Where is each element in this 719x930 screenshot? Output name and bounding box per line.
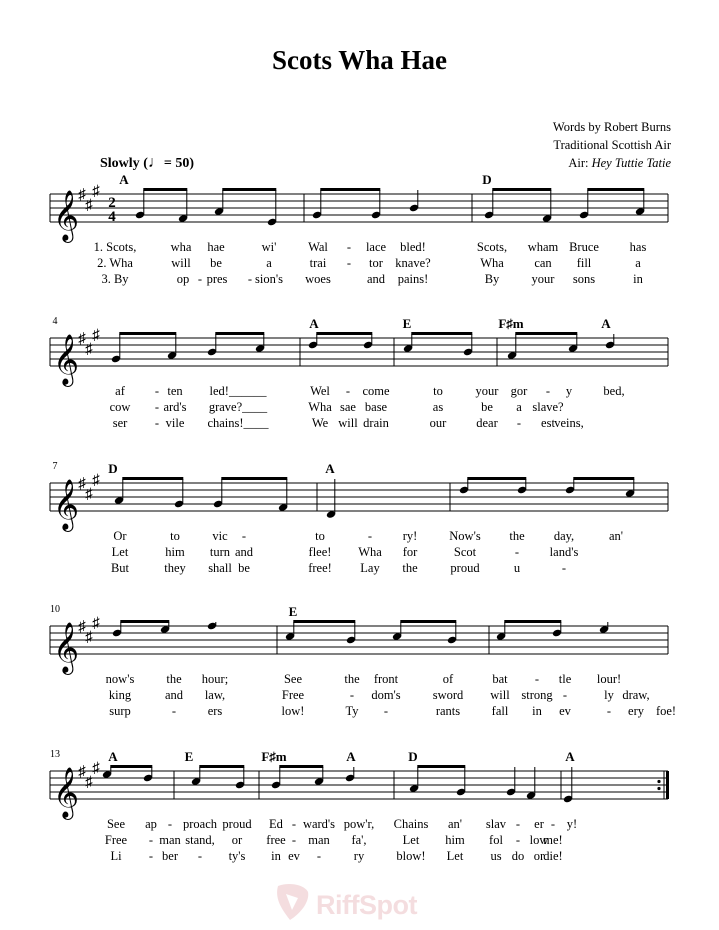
lyric-syllable: vic (212, 529, 228, 543)
lyric-syllable: has (629, 240, 647, 254)
lyric-syllable: Let (402, 833, 420, 847)
chord-symbol: E (402, 316, 412, 331)
lyric-syllable: stand, (185, 833, 215, 847)
lyric-syllable: pains! (397, 272, 429, 286)
lyric-syllable: low (529, 833, 549, 847)
lyric-syllable: and (366, 272, 386, 286)
note-beam (504, 620, 561, 623)
lyric-syllable: him (445, 833, 465, 847)
lyric-syllable: ly (604, 688, 614, 702)
lyric-syllable: an' (608, 529, 624, 543)
lyric-syllable: pres (206, 272, 228, 286)
lyric-syllable: a (635, 256, 641, 270)
tempo-label: Slowly (100, 156, 140, 171)
lyric-syllable: of (442, 672, 454, 686)
lyric-syllable: Chains (393, 817, 429, 831)
tempo-value: = 50) (163, 156, 194, 171)
repeat-dot (657, 780, 660, 783)
lyric-syllable: - (167, 817, 173, 831)
brand-name: RiffSpot (316, 890, 417, 920)
lyric-syllable: in (532, 704, 542, 718)
note-beam (222, 188, 276, 191)
lyric-syllable: Let (446, 849, 464, 863)
composer-credit: Traditional Scottish Air (553, 138, 671, 152)
staff-system (50, 477, 668, 519)
lyric-syllable: drain (363, 416, 389, 430)
lyric-syllable: the (166, 672, 182, 686)
staff-system (50, 332, 668, 366)
lyric-syllable: We (311, 416, 329, 430)
lyric-syllable: - (562, 688, 568, 702)
note-beam (411, 332, 472, 335)
lyric-syllable: led!______ (209, 384, 267, 398)
lyric-syllable: - (197, 849, 203, 863)
lyric-syllable: to (315, 529, 325, 543)
lyric-syllable: be (481, 400, 493, 414)
lyric-syllable: can (534, 256, 552, 270)
lyric-syllable: to (433, 384, 443, 398)
measure-number: 10 (50, 604, 60, 615)
lyric-syllable: ev (559, 704, 571, 718)
lyric-syllable: the (402, 561, 418, 575)
lyric-syllable: will (490, 688, 510, 702)
lyric-syllable: fall (491, 704, 509, 718)
lyric-syllable: - (154, 384, 160, 398)
lyric-syllable: turn (209, 545, 231, 559)
lyric-syllable: gor (510, 384, 528, 398)
lyric-syllable: slave? (532, 400, 564, 414)
lyric-syllable: ty's (228, 849, 246, 863)
note-beam (279, 765, 323, 768)
lyric-syllable: Or (113, 529, 127, 543)
lyric-syllable: ry! (402, 529, 418, 543)
lyric-syllable: proud (450, 561, 480, 575)
treble-clef-icon: 𝄞 (52, 480, 80, 529)
note-beam (515, 332, 577, 335)
lyric-syllable: dear (476, 416, 498, 430)
lyric-syllable: surp (109, 704, 131, 718)
treble-clef-icon: 𝄞 (52, 191, 80, 240)
lyric-syllable: Wha (308, 400, 332, 414)
lyric-syllable: u (513, 561, 521, 575)
lyric-syllable: ap (145, 817, 157, 831)
lyric-syllable: draw, (622, 688, 650, 702)
tempo-open-paren: ( (143, 156, 148, 171)
sharp-icon: ♯ (92, 327, 100, 344)
lyric-syllable: Free (281, 688, 305, 702)
lyric-syllable: - (346, 256, 352, 270)
lyric-syllable: sons (572, 272, 596, 286)
sharp-icon: ♯ (85, 774, 93, 791)
lyric-syllable: ber (162, 849, 178, 863)
lyric-syllable: Ed (269, 817, 283, 831)
lyric-syllable: ser (112, 416, 128, 430)
repeat-dot (657, 787, 660, 790)
lyric-syllable: cow (109, 400, 131, 414)
note-beam (400, 620, 456, 623)
lyric-syllable: Wal (308, 240, 328, 254)
lyric-syllable: man (308, 833, 330, 847)
measure-number: 13 (50, 749, 60, 760)
lyric-syllable: tle (558, 672, 572, 686)
lyric-syllable: your (475, 384, 499, 398)
lyric-syllable: - (345, 384, 351, 398)
lyric-syllable: lour! (596, 672, 622, 686)
lyric-syllable: 3. By (101, 272, 129, 286)
lyric-syllable: sae (340, 400, 356, 414)
lyric-syllable: Wha (480, 256, 504, 270)
chord-symbol: A (309, 316, 319, 331)
lyric-syllable: - (291, 833, 297, 847)
lyric-syllable: will (171, 256, 191, 270)
note-beam (122, 477, 183, 480)
lyric-syllable: woes (305, 272, 331, 286)
lyric-syllable: blow! (396, 849, 426, 863)
lyric-syllable: bed, (603, 384, 625, 398)
lyric-syllable: ward's (302, 817, 336, 831)
lyric-syllable: the (344, 672, 360, 686)
lyric-syllable: proud (222, 817, 252, 831)
lyric-syllable: Ty (345, 704, 359, 718)
lyric-syllable: dom's (371, 688, 401, 702)
chord-symbol: F♯m (261, 749, 287, 764)
lyric-syllable: be (238, 561, 250, 575)
lyric-syllable: and (234, 545, 254, 559)
lyric-syllable: Let (111, 545, 129, 559)
note-beam (573, 477, 634, 480)
chord-symbol: A (346, 749, 356, 764)
lyric-syllable: - (561, 561, 567, 575)
lyric-syllable: est (541, 416, 555, 430)
lyric-syllable: ry (353, 849, 365, 863)
sharp-icon: ♯ (78, 764, 86, 780)
lyric-syllable: man (159, 833, 181, 847)
lyric-syllable: me! (543, 833, 563, 847)
brand-logo (270, 880, 450, 924)
chord-symbol: A (565, 749, 575, 764)
lyric-syllable: - (383, 704, 389, 718)
lyric-syllable: knave? (395, 256, 431, 270)
lyric-syllable: land's (549, 545, 579, 559)
lyric-syllable: come (362, 384, 390, 398)
guitar-pick-icon (270, 880, 314, 924)
chord-symbol: A (601, 316, 611, 331)
lyric-syllable: Lay (360, 561, 380, 575)
lyric-syllable: rants (435, 704, 461, 718)
lyric-syllable: Free (104, 833, 128, 847)
note-beam (221, 477, 287, 480)
sharp-icon: ♯ (78, 331, 86, 347)
note-beam (199, 765, 244, 768)
lyric-syllable: - (197, 272, 203, 286)
chord-symbol: D (482, 172, 492, 187)
lyric-syllable: free! (308, 561, 332, 575)
lyric-syllable: Scot (453, 545, 477, 559)
lyric-syllable: - (154, 416, 160, 430)
lyric-syllable: us (490, 849, 502, 863)
lyric-syllable: Bruce (569, 240, 599, 254)
lyric-syllable: ten (167, 384, 183, 398)
lyric-syllable: proach (182, 817, 218, 831)
lyric-syllable: now's (105, 672, 135, 686)
lyric-syllable: Wha (358, 545, 382, 559)
lyric-syllable: do (511, 849, 525, 863)
lyric-syllable: as (432, 400, 444, 414)
lyric-syllable: to (170, 529, 180, 543)
note-beam (492, 188, 551, 191)
note-beam (417, 765, 465, 768)
sharp-icon: ♯ (85, 341, 93, 358)
lyric-syllable: lace (365, 240, 387, 254)
sharp-icon: ♯ (85, 486, 93, 503)
chord-symbol: D (408, 749, 418, 764)
lyric-syllable: in (271, 849, 281, 863)
lyric-syllable: an' (447, 817, 463, 831)
lyric-syllable: - (148, 849, 154, 863)
lyric-syllable: hae (207, 240, 225, 254)
lyric-syllable: See (106, 817, 126, 831)
lyric-syllable: strong (521, 688, 553, 702)
chord-symbol: A (325, 461, 335, 476)
lyric-syllable: - (247, 272, 253, 286)
final-thick-barline (666, 771, 669, 799)
lyric-syllable: pow'r, (343, 817, 375, 831)
note-beam (215, 332, 264, 335)
lyric-syllable: But (110, 561, 130, 575)
lyric-syllable: will (338, 416, 358, 430)
lyric-syllable: trai (309, 256, 327, 270)
chord-symbol: A (108, 749, 118, 764)
lyric-syllable: be (210, 256, 222, 270)
chord-symbol: E (288, 604, 298, 619)
treble-clef-icon: 𝄞 (52, 623, 80, 672)
lyric-syllable: day, (553, 529, 575, 543)
lyric-syllable: shall (208, 561, 232, 575)
lyric-syllable: - (515, 817, 521, 831)
lyric-syllable: 1. Scots, (93, 240, 137, 254)
time-signature-bottom: 4 (108, 209, 116, 225)
lyric-syllable: - (534, 672, 540, 686)
lyric-syllable: ery (628, 704, 644, 718)
lyric-syllable: free (266, 833, 286, 847)
lyric-syllable: - (367, 529, 373, 543)
lyric-syllable: Now's (449, 529, 481, 543)
lyric-syllable: y! (566, 817, 578, 831)
lyric-syllable: fol (489, 833, 503, 847)
lyric-syllable: fa', (351, 833, 367, 847)
note-beam (120, 620, 169, 623)
lyric-syllable: ard's (163, 400, 187, 414)
lyric-syllable: - (515, 833, 521, 847)
lyric-syllable: Scots, (476, 240, 508, 254)
song-title: Scots Wha Hae (271, 45, 447, 75)
note-beam (316, 332, 372, 335)
lyric-syllable: bled! (400, 240, 426, 254)
lyric-syllable: By (484, 272, 500, 286)
sharp-icon: ♯ (78, 187, 86, 203)
lyric-syllable: - (346, 240, 352, 254)
lyric-syllable: - (514, 545, 520, 559)
lyric-syllable: op (176, 272, 190, 286)
note-beam (587, 188, 644, 191)
sharp-icon: ♯ (85, 629, 93, 646)
lyric-syllable: ers (207, 704, 223, 718)
lyric-syllable: y (565, 384, 573, 398)
lyric-syllable: fill (576, 256, 592, 270)
lyric-syllable: - (171, 704, 177, 718)
lyric-syllable: sword (432, 688, 464, 702)
lyric-syllable: law, (204, 688, 226, 702)
lyric-syllable: front (373, 672, 399, 686)
lyric-syllable: low! (281, 704, 305, 718)
lyric-syllable: sion's (255, 272, 283, 286)
lyric-syllable: for (402, 545, 418, 559)
lyric-syllable: er (534, 817, 544, 831)
lyric-syllable: grave?____ (208, 400, 268, 414)
lyric-syllable: and (164, 688, 184, 702)
lyric-syllable: bat (492, 672, 508, 686)
note-beam (110, 765, 152, 768)
lyric-syllable: him (165, 545, 185, 559)
lyricist-credit: Words by Robert Burns (552, 120, 671, 134)
lyric-syllable: - (516, 416, 522, 430)
lyric-syllable: slav (485, 817, 507, 831)
lyric-syllable: flee! (308, 545, 332, 559)
lyric-syllable: or (533, 849, 545, 863)
time-signature-top: 2 (108, 195, 116, 211)
lyric-syllable: ev (288, 849, 300, 863)
lyric-syllable: Li (110, 849, 122, 863)
lyric-syllable: - (545, 384, 551, 398)
staff-system (50, 765, 669, 803)
lyric-syllable: they (164, 561, 186, 575)
note-beam (143, 188, 187, 191)
lyric-syllable: - (291, 817, 297, 831)
note-beam (320, 188, 380, 191)
lyric-syllable: die! (543, 849, 563, 863)
lyric-syllable: the (509, 529, 525, 543)
lyric-syllable: our (429, 416, 447, 430)
treble-clef-icon: 𝄞 (52, 768, 80, 817)
air-label: Air: (568, 156, 592, 170)
sharp-icon: ♯ (92, 615, 100, 632)
sharp-icon: ♯ (92, 183, 100, 200)
sharp-icon: ♯ (92, 472, 100, 489)
lyric-syllable: - (349, 688, 355, 702)
lyric-syllable: chains!____ (207, 416, 269, 430)
measure-number: 4 (52, 316, 58, 327)
chord-symbol: D (108, 461, 118, 476)
lyric-syllable: vile (165, 416, 185, 430)
lyric-syllable: or (231, 833, 243, 847)
note-beam (119, 332, 176, 335)
lyric-syllable: - (241, 529, 247, 543)
sharp-icon: ♯ (85, 197, 93, 214)
treble-clef-icon: 𝄞 (52, 335, 80, 384)
lyric-syllable: wha (170, 240, 192, 254)
staff-system (50, 188, 668, 226)
lyric-syllable: your (531, 272, 555, 286)
lyric-syllable: in (633, 272, 643, 286)
lyric-syllable: wham (527, 240, 559, 254)
lyric-syllable: king (108, 688, 132, 702)
lyric-syllable: foe! (655, 704, 677, 718)
lyric-syllable: - (316, 849, 322, 863)
lyric-syllable: veins, (554, 416, 584, 430)
sharp-icon: ♯ (78, 619, 86, 635)
chord-symbol: A (119, 172, 129, 187)
lyric-syllable: Wel (310, 384, 330, 398)
chord-symbol: E (184, 749, 194, 764)
air-name: Hey Tuttie Tatie (591, 156, 671, 170)
note-beam (467, 477, 526, 480)
staff-system (50, 620, 668, 654)
sharp-icon: ♯ (78, 476, 86, 492)
lyric-syllable: - (148, 833, 154, 847)
lyric-syllable: a (516, 400, 522, 414)
lyric-syllable: hour; (201, 672, 229, 686)
lyric-syllable: tor (369, 256, 383, 270)
lyric-syllable: wi' (261, 240, 277, 254)
measure-number: 7 (52, 461, 58, 472)
chord-symbol: F♯m (498, 316, 524, 331)
lyric-syllable: See (283, 672, 303, 686)
sharp-icon: ♯ (92, 760, 100, 777)
note-beam (293, 620, 355, 623)
lyric-syllable: base (364, 400, 388, 414)
lyric-syllable: - (550, 817, 556, 831)
lyric-syllable: af (115, 384, 125, 398)
lyric-syllable: 2. Wha (97, 256, 133, 270)
lyric-syllable: a (266, 256, 272, 270)
lyric-syllable: - (606, 704, 612, 718)
quarter-note-icon: ♩ (147, 154, 164, 171)
lyric-syllable: - (154, 400, 160, 414)
